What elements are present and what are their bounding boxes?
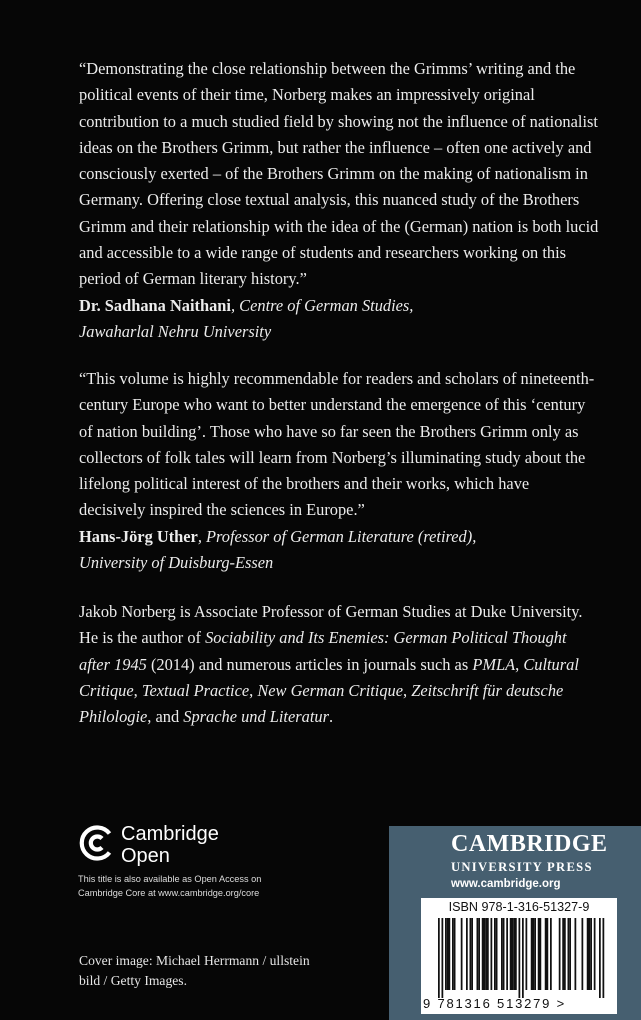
barcode-bar [590, 918, 592, 990]
barcode-bar [510, 918, 512, 990]
barcode-bar [466, 918, 468, 990]
barcode-bar [491, 918, 493, 990]
bio-book-title: Sociability and Its Enemies: German Political Thought after 1945 [79, 628, 567, 674]
barcode-bar [526, 918, 528, 990]
barcode-bar [533, 918, 535, 990]
quote-2-author: Hans-Jörg Uther [79, 526, 198, 546]
barcode-bar [545, 918, 547, 990]
barcode-bar [501, 918, 503, 990]
cambridge-open-wordmark-line1: Cambridge [121, 823, 219, 845]
barcode-bar [594, 918, 596, 990]
barcode-bar [485, 918, 487, 990]
open-access-note: This title is also available as Open Access on Cambridge Core at www.cambridge.org/core [78, 874, 262, 898]
quote-1-author: Dr. Sadhana Naithani [79, 295, 231, 315]
barcode-bar [447, 918, 449, 990]
quote-2-affiliation-line2: University of Duisburg-Essen [79, 553, 274, 573]
quote-2-attribution [79, 524, 599, 550]
barcode-bar [449, 918, 451, 990]
barcode-bar [477, 918, 479, 990]
endorsement-quote-2 [79, 366, 599, 576]
barcode-bar [540, 918, 542, 990]
bio-journal: Zeitschrift für deutsche Philologie [79, 680, 564, 727]
cambridge-open-logo-icon [77, 823, 117, 863]
isbn-barcode-box [421, 898, 617, 1014]
barcode-bar [589, 918, 591, 990]
barcode-bar [482, 918, 484, 990]
barcode-bar [575, 918, 577, 990]
publisher-url: www.cambridge.org [451, 878, 561, 890]
barcode-bar [587, 918, 589, 990]
bio-journal: Textual Practice [141, 680, 250, 700]
barcode-bar [442, 918, 444, 998]
endorsement-quote-1 [79, 56, 599, 345]
cover-image-credit: Cover image: Michael Herrmann / ullstein bild / Getty Images. [79, 953, 310, 988]
isbn-label: ISBN 978-1-316-51327-9 [448, 900, 590, 914]
barcode-bar [487, 918, 489, 990]
bio-after-book: (2014) and numerous articles in journals such as [146, 654, 473, 674]
quote-2-affiliation: , Professor of German Literature (retired), [197, 526, 477, 546]
barcode-bar [438, 918, 440, 998]
publisher-press: UNIVERSITY PRESS [451, 860, 593, 874]
barcode-bar [564, 918, 566, 990]
bio-journal: Cultural Critique [79, 654, 579, 700]
barcode-bar [550, 918, 552, 990]
barcode-bar [519, 918, 521, 998]
barcode-bar [547, 918, 549, 990]
author-bio-text [79, 599, 599, 730]
bio-separator: , [133, 680, 142, 700]
barcode-bar [538, 918, 540, 990]
bio-separator: , [515, 654, 524, 674]
barcode-bar [452, 918, 454, 990]
barcode-icon [421, 916, 617, 998]
bio-separator: , and [147, 707, 184, 727]
bio-separator: , [249, 680, 258, 700]
quote-2-text: “This volume is highly recommendable for readers and scholars of nineteenth-century Europe who want to better understand the emergence of this ‘century of nation building’. Those who have so far seen the Brothers Grimm only as collectors of folk tales will learn from Norberg’s illuminating study about the lifelong political interest of the brothers and their works, which have decisively inspired the sciences in Europe.” [79, 369, 595, 520]
quote-1-attribution [79, 293, 599, 319]
barcode-bar [562, 918, 564, 990]
barcode-bar [603, 918, 605, 998]
barcode-bar [582, 918, 584, 990]
barcode-bar [478, 918, 480, 990]
barcode-bar [559, 918, 561, 990]
barcode-bar [515, 918, 517, 990]
bio-intro: Jakob Norberg is Associate Professor of German Studies at Duke University. He is the author of [79, 602, 583, 648]
bio-separator: , [403, 680, 412, 700]
barcode-bar [471, 918, 473, 990]
barcode-bar [454, 918, 456, 990]
bio-journal: New German Critique [257, 680, 404, 700]
quote-1-affiliation: , Centre of German Studies, [230, 295, 414, 315]
barcode-bar [470, 918, 472, 990]
bio-journal: PMLA [472, 654, 516, 674]
ean-digits: 9 781316 513279 > [423, 996, 567, 1011]
quote-1-text: “Demonstrating the close relationship between the Grimms’ writing and the political events of their time, Norberg makes an impressively original contribution to a much studied field by showing not the influence of nationalist ideas on the Brothers Grimm, but rather the influence – often one actively and consciously exerted – of the Brothers Grimm on the making of nationalism in Germany. Offering close textual analysis, this nuanced study of the Brothers Grimm and their relationship with the idea of the (German) nation is both lucid and accessible to a wide range of students and researchers working on this period of German literary history.” [79, 59, 599, 289]
publisher-name: CAMBRIDGE [451, 831, 608, 857]
bio-journal: Sprache und Literatur [183, 707, 329, 727]
barcode-bar [503, 918, 505, 990]
quote-1-affiliation-line2: Jawaharlal Nehru University [79, 321, 272, 341]
barcode-bar [534, 918, 536, 990]
author-bio [79, 599, 599, 730]
barcode-bar [496, 918, 498, 990]
barcode-bar [569, 918, 571, 990]
barcode-bar [506, 918, 508, 990]
barcode-bar [512, 918, 514, 990]
barcode-bar [522, 918, 524, 998]
barcode-bar [531, 918, 533, 990]
bio-end: . [328, 707, 334, 727]
publisher-panel [389, 826, 641, 1020]
barcode-bar [568, 918, 570, 990]
barcode-bar [461, 918, 463, 990]
barcode-bar [445, 918, 447, 990]
barcode-bar [494, 918, 496, 990]
barcode-bar [484, 918, 486, 990]
barcode-bar [599, 918, 601, 998]
barcode-bar [513, 918, 515, 990]
cambridge-open-wordmark-line2: Open [121, 845, 170, 867]
